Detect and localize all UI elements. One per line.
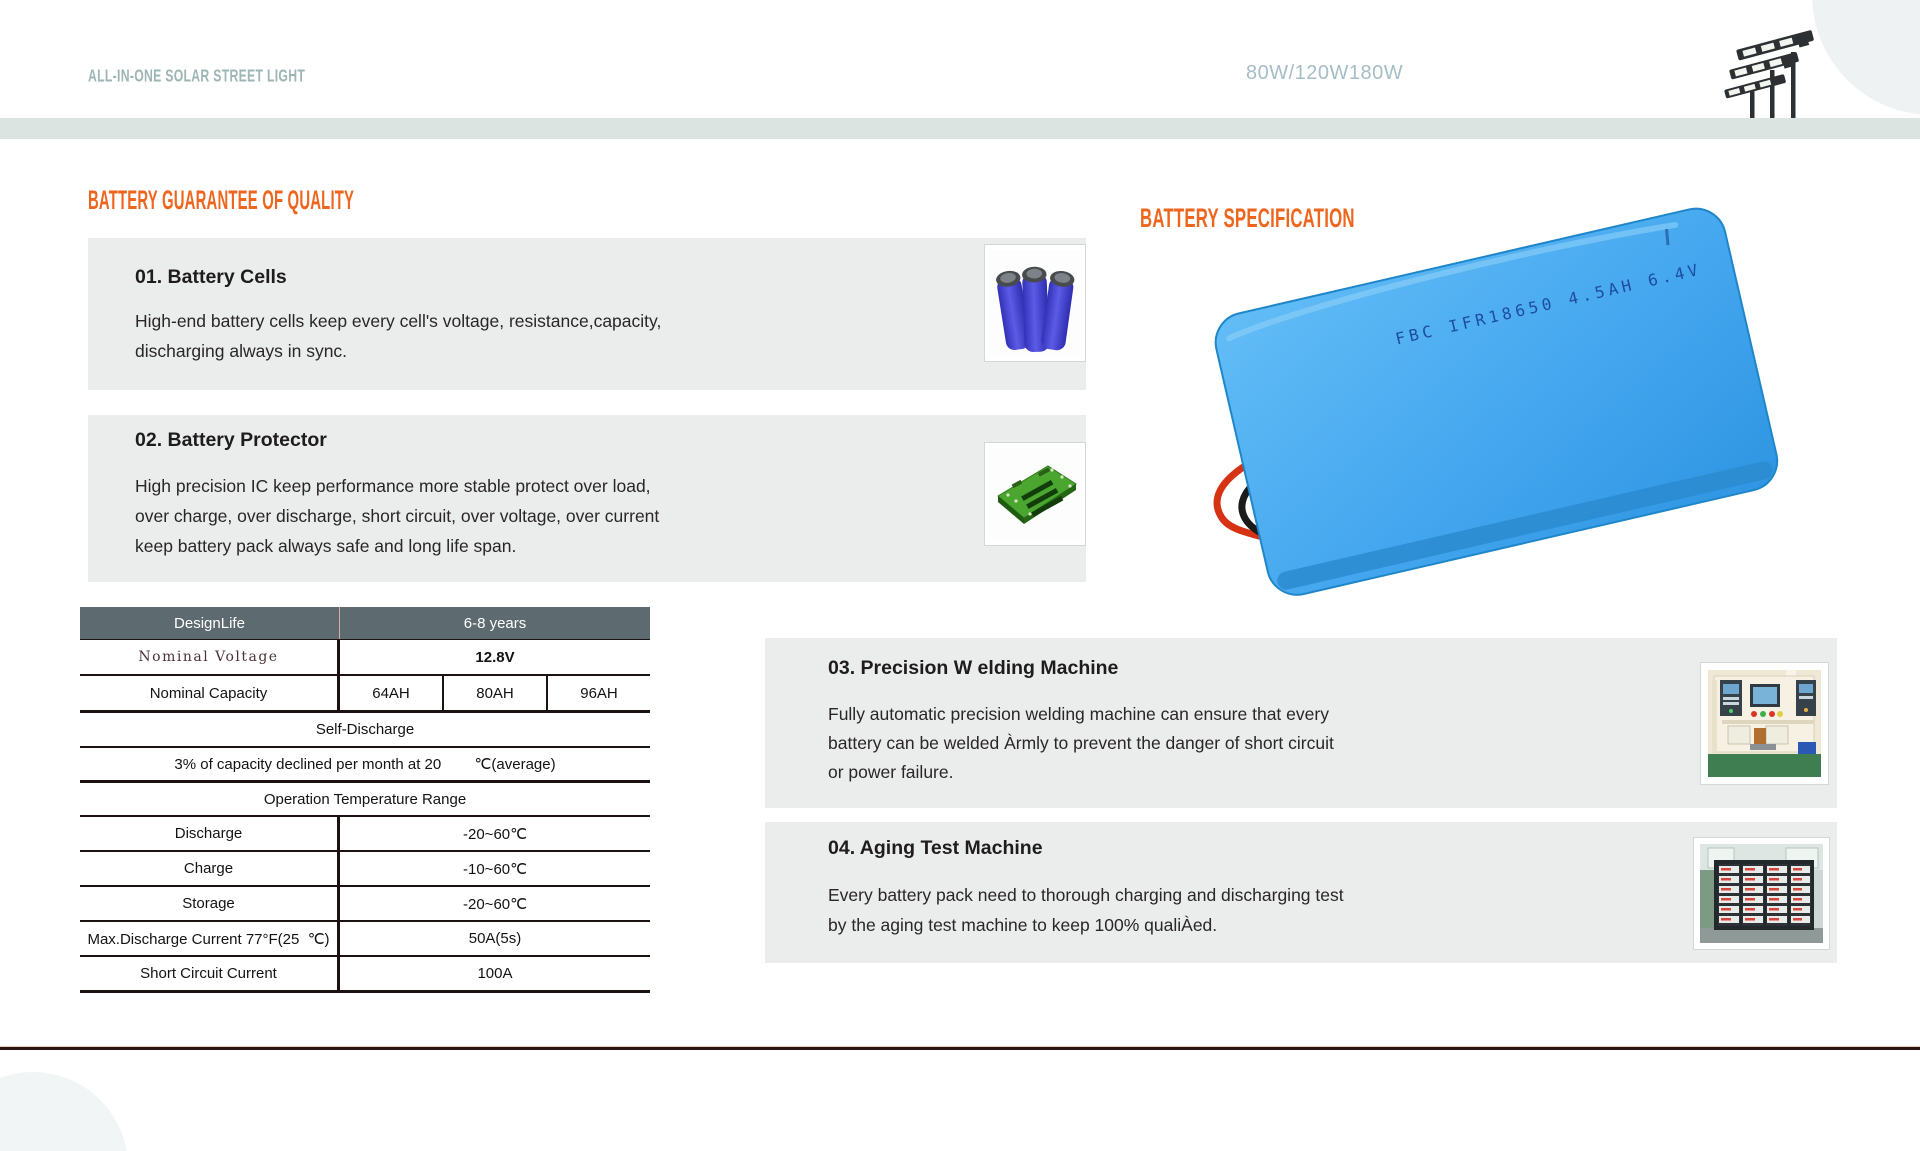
solar-street-lights-icon xyxy=(1698,6,1816,120)
short-circuit-current-label: Short Circuit Current xyxy=(80,957,340,990)
self-discharge-label: Self-Discharge xyxy=(315,721,415,738)
panel-aging-test-machine xyxy=(765,822,1837,963)
corner-circle-decoration-top xyxy=(1812,0,1920,115)
aging-test-machine-photo xyxy=(1693,837,1830,950)
brand-title: ALL-IN-ONE SOLAR STREET LIGHT xyxy=(88,66,306,86)
welding-machine-heading: 03. Precision W elding Machine xyxy=(828,657,1119,679)
capacity-option-80ah: 80AH xyxy=(444,676,548,710)
battery-protector-description: High precision IC keep performance more stable protect over load, over charge, over discharge, short circuit, over voltage, over current keep battery pack always safe and long life span. xyxy=(135,476,660,556)
battery-pack-image xyxy=(1150,200,1830,610)
nominal-voltage-value: 12.8V xyxy=(475,648,515,666)
wattage-text: 80W/120W180W xyxy=(1246,62,1404,84)
aging-test-machine-description: Every battery pack need to thorough charging and discharging test by the aging test machine to keep 100% qualiÀed. xyxy=(828,885,1344,935)
max-discharge-current-label: Max.Discharge Current 77°F(25 ℃) xyxy=(80,922,340,955)
charge-row xyxy=(80,852,650,887)
footer-divider-line xyxy=(0,1046,1920,1050)
capacity-option-96ah: 96AH xyxy=(580,684,618,702)
battery-spec-table xyxy=(80,607,650,993)
discharge-label: Discharge xyxy=(80,817,340,850)
storage-value: -20~60℃ xyxy=(463,895,527,913)
battery-protector-heading: 02. Battery Protector xyxy=(135,429,327,451)
short-circuit-current-row xyxy=(80,957,650,993)
max-discharge-current-value: 50A(5s) xyxy=(468,930,522,947)
storage-row xyxy=(80,887,650,922)
design-life-label: DesignLife xyxy=(80,607,340,639)
self-discharge-row xyxy=(80,713,650,748)
right-section-title: BATTERY SPECIFICATION xyxy=(1140,204,1355,234)
charge-value: -10~60℃ xyxy=(463,860,527,878)
discharge-value: -20~60℃ xyxy=(463,825,527,843)
battery-pack-print-label: FBC IFR18650 4.5AH 6.4V xyxy=(1393,259,1704,349)
header-divider-bar xyxy=(0,118,1920,139)
battery-protector-photo xyxy=(984,442,1086,546)
nominal-voltage-row xyxy=(80,640,650,676)
storage-label: Storage xyxy=(80,887,340,920)
self-discharge-note: 3% of capacity declined per month at 20 ℃(average) xyxy=(174,756,556,773)
operation-temp-row xyxy=(80,783,650,817)
battery-cells-description: High-end battery cells keep every cell's voltage, resistance,capacity, discharging always in sync. xyxy=(135,311,662,361)
battery-cells-photo xyxy=(984,244,1086,362)
welding-machine-description: Fully automatic precision welding machine can ensure that every battery can be welded Àrmly to prevent the danger of short circuit or power failure. xyxy=(828,704,1334,782)
battery-cells-heading: 01. Battery Cells xyxy=(135,266,287,288)
table-header-row xyxy=(80,607,650,640)
self-discharge-note-row xyxy=(80,748,650,783)
discharge-row xyxy=(80,817,650,852)
charge-label: Charge xyxy=(80,852,340,885)
left-section-title: BATTERY GUARANTEE OF QUALITY xyxy=(88,186,355,216)
design-life-value: 6-8 years xyxy=(463,614,527,632)
panel-welding-machine xyxy=(765,638,1837,808)
nominal-capacity-row xyxy=(80,676,650,713)
panel-battery-cells xyxy=(88,238,1086,390)
corner-circle-decoration-bottom xyxy=(0,1072,128,1151)
short-circuit-current-value: 100A xyxy=(477,965,513,982)
operation-temp-label: Operation Temperature Range xyxy=(263,790,467,808)
nominal-voltage-label: Nominal Voltage xyxy=(80,640,340,674)
capacity-option-64ah: 64AH xyxy=(340,676,444,710)
nominal-capacity-label: Nominal Capacity xyxy=(80,676,340,710)
panel-battery-protector xyxy=(88,415,1086,582)
welding-machine-photo xyxy=(1700,662,1829,785)
aging-test-machine-heading: 04. Aging Test Machine xyxy=(828,837,1043,859)
max-discharge-current-row xyxy=(80,922,650,957)
